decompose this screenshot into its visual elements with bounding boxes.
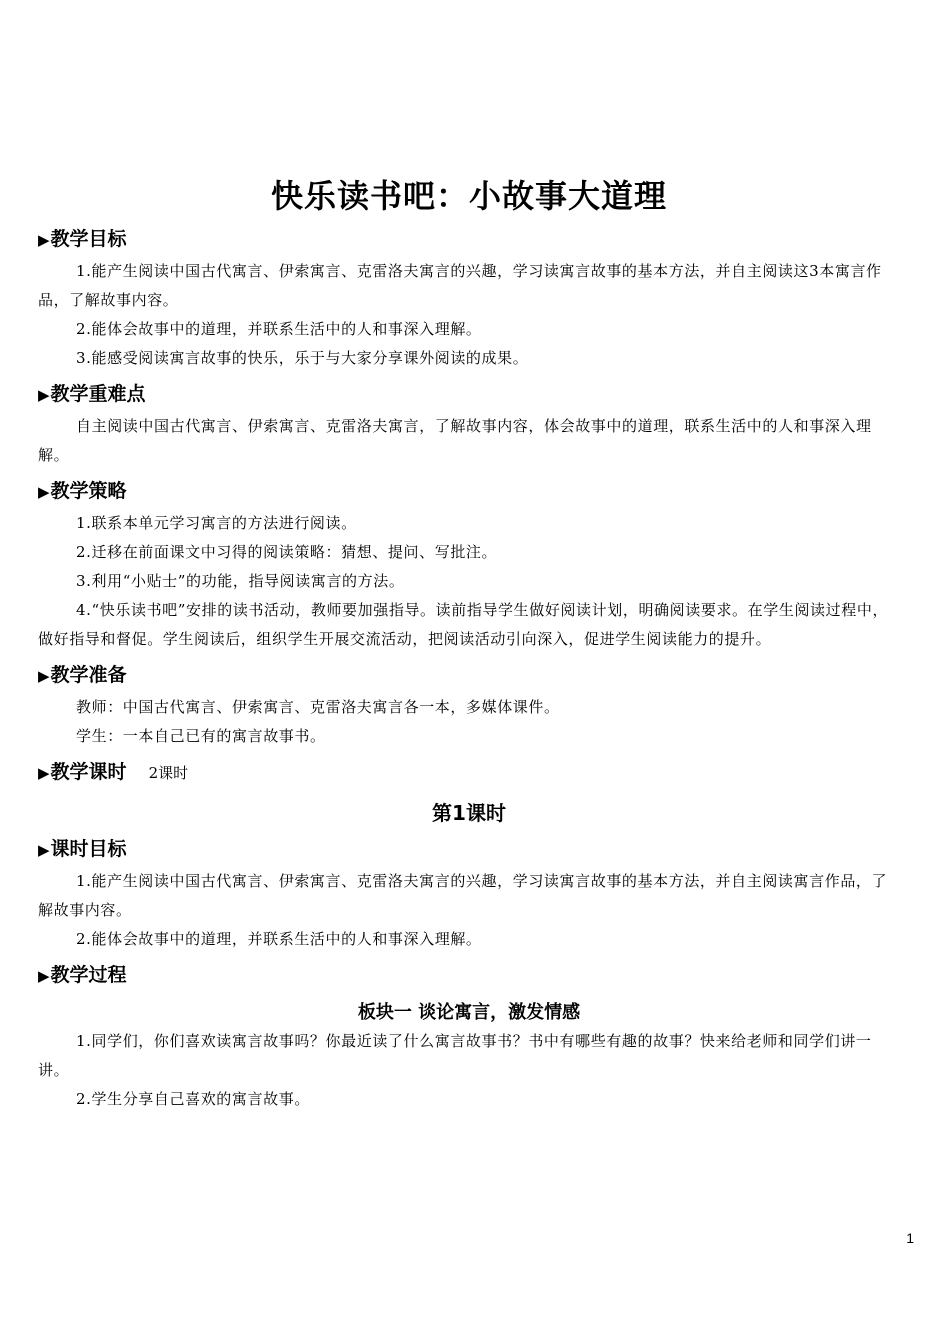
section-heading-preparation <box>38 662 900 689</box>
heading-text: 课时目标 <box>50 838 127 860</box>
process-item-2: 2.学生分享自己喜欢的寓言故事。 <box>76 1090 310 1108</box>
triangle-marker-icon: ▶ <box>38 967 50 985</box>
document-title: 快乐读书吧：小故事大道理 <box>270 177 667 215</box>
goal-item-3: 3.能感受阅读寓言故事的快乐，乐于与大家分享课外阅读的成果。 <box>76 349 529 367</box>
section-heading-key-points <box>38 381 900 408</box>
triangle-marker-icon: ▶ <box>38 764 50 782</box>
block-title: 板块一 谈论寓言，激发情感 <box>357 1002 581 1023</box>
section-heading-process <box>38 962 900 989</box>
heading-text: 教学策略 <box>50 480 127 502</box>
goal-item-2: 2.能体会故事中的道理，并联系生活中的人和事深入理解。 <box>76 320 482 338</box>
lesson-goal-item-2: 2.能体会故事中的道理，并联系生活中的人和事深入理解。 <box>76 930 482 948</box>
lesson-goal-item-1: 1.能产生阅读中国古代寓言、伊索寓言、克雷洛夫寓言的兴趣，学习读寓言故事的基本方法，并自主阅读寓言作品，了解故事内容。 <box>38 872 888 919</box>
triangle-marker-icon: ▶ <box>38 231 50 249</box>
strategy-item-3: 3.利用“小贴士”的功能，指导阅读寓言的方法。 <box>76 572 405 590</box>
section-heading-lesson-goals <box>38 836 900 863</box>
lesson-title: 第1课时 <box>432 801 506 825</box>
heading-text: 教学目标 <box>50 228 127 250</box>
heading-text: 教学过程 <box>50 964 127 986</box>
triangle-marker-icon: ▶ <box>38 841 50 859</box>
hours-value: 2课时 <box>148 764 189 782</box>
heading-text: 教学重难点 <box>50 383 146 405</box>
page-number: 1 <box>906 1230 914 1246</box>
heading-text: 教学准备 <box>50 664 127 686</box>
goal-item-1: 1.能产生阅读中国古代寓言、伊索寓言、克雷洛夫寓言的兴趣，学习读寓言故事的基本方法，并自主阅读这3本寓言作品，了解故事内容。 <box>38 262 882 309</box>
preparation-teacher: 教师：中国古代寓言、伊索寓言、克雷洛夫寓言各一本，多媒体课件。 <box>76 698 560 716</box>
triangle-marker-icon: ▶ <box>38 386 50 404</box>
section-heading-hours <box>38 759 900 786</box>
preparation-student: 学生：一本自己已有的寓言故事书。 <box>76 727 326 745</box>
process-item-1: 1.同学们，你们喜欢读寓言故事吗？你最近读了什么寓言故事书？书中有哪些有趣的故事？快来给老师和同学们讲一讲。 <box>38 1032 872 1079</box>
heading-text: 教学课时 <box>50 761 127 783</box>
triangle-marker-icon: ▶ <box>38 667 50 685</box>
document-page <box>38 0 900 1114</box>
triangle-marker-icon: ▶ <box>38 483 50 501</box>
section-heading-strategy <box>38 478 900 505</box>
strategy-item-1: 1.联系本单元学习寓言的方法进行阅读。 <box>76 514 357 532</box>
section-heading-goals <box>38 226 900 253</box>
key-points-text: 自主阅读中国古代寓言、伊索寓言、克雷洛夫寓言，了解故事内容，体会故事中的道理，联系生活中的人和事深入理解。 <box>38 417 872 464</box>
strategy-item-4: 4.“快乐读书吧”安排的读书活动，教师要加强指导。读前指导学生做好阅读计划，明确阅读要求。在学生阅读过程中，做好指导和督促。学生阅读后，组织学生开展交流活动，把阅读活动引向深入，促进学生阅读能力的提升。 <box>38 601 889 648</box>
strategy-item-2: 2.迁移在前面课文中习得的阅读策略：猜想、提问、写批注。 <box>76 543 498 561</box>
